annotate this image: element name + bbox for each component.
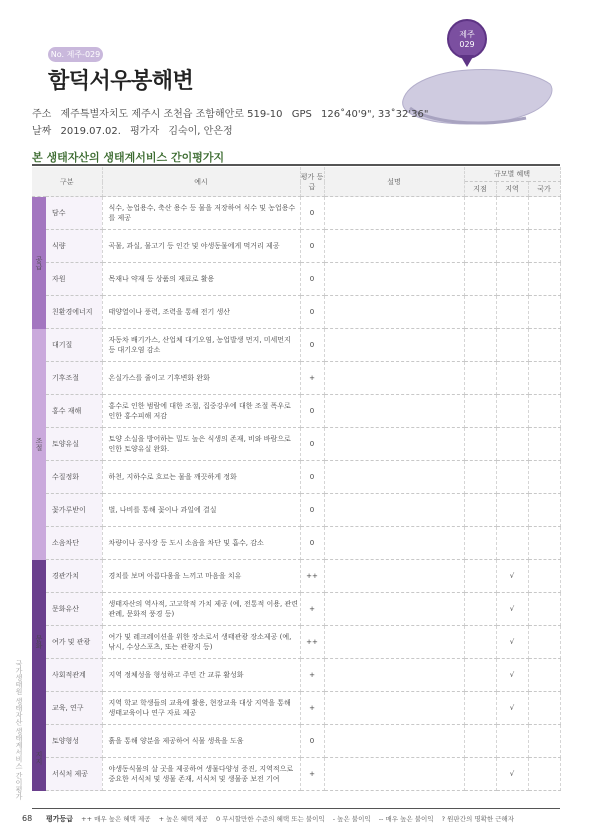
service-description — [324, 560, 464, 593]
scale-local — [464, 230, 496, 263]
grade-legend — [46, 814, 520, 824]
scale-region — [496, 362, 528, 395]
scale-nation — [528, 428, 560, 461]
service-description — [324, 230, 464, 263]
service-name: 토양유실 — [46, 428, 102, 461]
table-row — [32, 230, 560, 263]
table-row — [32, 395, 560, 428]
scale-local — [464, 725, 496, 758]
table-row — [32, 527, 560, 560]
page-number: 68 — [22, 814, 33, 823]
service-example: 식수, 농업용수, 축산 용수 등 물을 저장하여 식수 및 농업용수를 제공 — [102, 197, 300, 230]
scale-local — [464, 296, 496, 329]
service-name: 여가 및 관광 — [46, 626, 102, 659]
address-label: 주소 — [32, 109, 52, 120]
scale-local — [464, 494, 496, 527]
service-grade: + — [300, 692, 324, 725]
service-name: 홍수 재해 — [46, 395, 102, 428]
service-name: 친환경에너지 — [46, 296, 102, 329]
service-name: 수질정화 — [46, 461, 102, 494]
legend-item: -- 매우 높은 불이익 — [378, 815, 434, 823]
scale-local — [464, 428, 496, 461]
table-row — [32, 197, 560, 230]
service-example: 곡물, 과실, 물고기 등 인간 및 야생동물에게 먹거리 제공 — [102, 230, 300, 263]
table-row — [32, 428, 560, 461]
service-grade: + — [300, 758, 324, 791]
service-grade: 0 — [300, 527, 324, 560]
pin-region: 제주 — [459, 30, 475, 39]
scale-nation — [528, 362, 560, 395]
service-example: 토양 소실을 방어하는 밀도 높은 식생의 존재, 비와 바람으로 인한 토양유실 완화. — [102, 428, 300, 461]
scale-local — [464, 362, 496, 395]
service-name: 교육, 연구 — [46, 692, 102, 725]
service-example: 차량이나 공사장 등 도시 소음을 차단 및 흡수, 감소 — [102, 527, 300, 560]
table-row — [32, 296, 560, 329]
site-number-badge: No. 제주-029 — [48, 47, 103, 62]
group-label: 지지 — [32, 725, 46, 791]
scale-region — [496, 428, 528, 461]
service-name: 대기질 — [46, 329, 102, 362]
service-name: 꽃가루받이 — [46, 494, 102, 527]
table-row — [32, 659, 560, 692]
scale-region — [496, 263, 528, 296]
scale-nation — [528, 725, 560, 758]
service-example: 태양열이나 풍력, 조력을 통해 전기 생산 — [102, 296, 300, 329]
header-description: 설명 — [324, 167, 464, 197]
scale-nation — [528, 296, 560, 329]
service-description — [324, 527, 464, 560]
service-grade: 0 — [300, 725, 324, 758]
service-grade: 0 — [300, 461, 324, 494]
group-label: 공급 — [32, 197, 46, 329]
jeju-island-map — [398, 62, 558, 132]
scale-nation — [528, 230, 560, 263]
scale-local — [464, 593, 496, 626]
pin-number: 029 — [459, 40, 475, 49]
service-name: 사회적관계 — [46, 659, 102, 692]
scale-local — [464, 758, 496, 791]
service-description — [324, 494, 464, 527]
scale-nation — [528, 626, 560, 659]
service-name: 소음차단 — [46, 527, 102, 560]
service-grade: 0 — [300, 296, 324, 329]
service-grade: 0 — [300, 428, 324, 461]
scale-region — [496, 197, 528, 230]
scale-region — [496, 395, 528, 428]
service-example: 흙을 통해 양분을 제공하여 식물 생육을 도움 — [102, 725, 300, 758]
service-example: 생태자산의 역사적, 고고학적 가치 제공 (예, 전통적 이용, 관련 관례, 문화적 풍경 등) — [102, 593, 300, 626]
legend-item: + 높은 혜택 제공 — [158, 815, 208, 823]
evaluator-label: 평가자 — [130, 126, 160, 137]
service-description — [324, 758, 464, 791]
scale-nation — [528, 692, 560, 725]
group-label: 문화 — [32, 560, 46, 725]
service-description — [324, 329, 464, 362]
section-divider — [32, 164, 560, 166]
service-description — [324, 593, 464, 626]
service-grade: 0 — [300, 197, 324, 230]
service-description — [324, 725, 464, 758]
header-category: 구분 — [32, 167, 102, 197]
scale-region — [496, 494, 528, 527]
scale-region: √ — [496, 560, 528, 593]
scale-nation — [528, 263, 560, 296]
footer-divider — [32, 808, 560, 809]
service-example: 자동차 배기가스, 산업체 대기오염, 농업발생 먼지, 미세먼지 등 대기오염 감소 — [102, 329, 300, 362]
scale-region: √ — [496, 593, 528, 626]
service-grade: + — [300, 659, 324, 692]
scale-region: √ — [496, 659, 528, 692]
table-row — [32, 329, 560, 362]
evaluator-value: 김숙이, 안은정 — [168, 126, 233, 137]
service-grade: + — [300, 362, 324, 395]
section-title: 본 생태자산의 생태계서비스 간이평가지 — [32, 151, 225, 164]
header-example: 예시 — [102, 167, 300, 197]
service-example: 하천, 지하수로 흐르는 물을 깨끗하게 정화 — [102, 461, 300, 494]
service-name: 경관가치 — [46, 560, 102, 593]
date-line — [32, 122, 239, 137]
table-row — [32, 263, 560, 296]
side-running-title: 국가생태원 생태자산 생태계서비스 간이평가 — [15, 660, 23, 800]
table-row — [32, 560, 560, 593]
scale-region: √ — [496, 758, 528, 791]
scale-region — [496, 329, 528, 362]
service-description — [324, 626, 464, 659]
gps-value: 126˚40'9", 33˚32'36" — [321, 109, 429, 120]
table-row — [32, 362, 560, 395]
service-description — [324, 197, 464, 230]
scale-nation — [528, 197, 560, 230]
address-value: 제주특별자치도 제주시 조천읍 조함해안로 519-10 — [60, 109, 283, 120]
table-row — [32, 758, 560, 791]
service-grade: 0 — [300, 263, 324, 296]
scale-local — [464, 560, 496, 593]
service-description — [324, 428, 464, 461]
service-example: 지역 정체성을 형성하고 주민 간 교류 활성화 — [102, 659, 300, 692]
scale-local — [464, 626, 496, 659]
scale-local — [464, 527, 496, 560]
scale-nation — [528, 494, 560, 527]
legend-item: ? 원판간의 명확한 근해자 — [441, 815, 515, 823]
address-line — [32, 105, 434, 120]
service-example: 온실가스를 줄이고 기후변화 완화 — [102, 362, 300, 395]
service-grade: ++ — [300, 560, 324, 593]
scale-local — [464, 329, 496, 362]
service-example: 경치를 보며 아름다움을 느끼고 마음을 치유 — [102, 560, 300, 593]
service-example: 지역 학교 학생들의 교육에 활용, 현장교육 대상 지역을 통해 생태교육이나 연구 자료 제공 — [102, 692, 300, 725]
scale-region — [496, 725, 528, 758]
header-grade: 평가 등급 — [300, 167, 324, 197]
table-row — [32, 626, 560, 659]
scale-nation — [528, 659, 560, 692]
scale-region — [496, 527, 528, 560]
evaluation-table — [32, 167, 561, 791]
header-region: 지역 — [496, 182, 528, 197]
scale-local — [464, 263, 496, 296]
table-row — [32, 725, 560, 758]
scale-nation — [528, 329, 560, 362]
scale-nation — [528, 758, 560, 791]
service-description — [324, 362, 464, 395]
service-example: 홍수로 인한 범람에 대한 조절, 집중강우에 대한 조절 폭우로 인한 홍수피해 저감 — [102, 395, 300, 428]
header-local: 지점 — [464, 182, 496, 197]
gps-label: GPS — [291, 109, 312, 120]
service-example: 벌, 나비를 통해 꽃이나 과일에 결실 — [102, 494, 300, 527]
group-label: 조절 — [32, 329, 46, 560]
legend-label: 평가등급 — [46, 815, 74, 823]
header-nation: 국가 — [528, 182, 560, 197]
scale-nation — [528, 395, 560, 428]
service-description — [324, 296, 464, 329]
service-example: 여가 및 레크레이션을 위한 장소로서 생태관광 장소제공 (예, 낚시, 수상스포츠, 또는 관광지 등) — [102, 626, 300, 659]
table-body — [32, 197, 560, 791]
service-name: 토양형성 — [46, 725, 102, 758]
scale-region — [496, 461, 528, 494]
scale-local — [464, 692, 496, 725]
table-row — [32, 461, 560, 494]
table-row — [32, 593, 560, 626]
legend-item: 0 무시할만한 수준의 혜택 또는 불이익 — [216, 815, 325, 823]
scale-nation — [528, 593, 560, 626]
service-description — [324, 659, 464, 692]
scale-local — [464, 395, 496, 428]
table-row — [32, 692, 560, 725]
service-grade: 0 — [300, 230, 324, 263]
page-title: 함덕서우봉해변 — [48, 69, 194, 94]
scale-region — [496, 296, 528, 329]
legend-item: ++ 매우 높은 혜택 제공 — [81, 815, 151, 823]
header-scale: 규모별 혜택 — [464, 167, 560, 182]
date-label: 날짜 — [32, 126, 52, 137]
service-name: 식량 — [46, 230, 102, 263]
service-grade: ++ — [300, 626, 324, 659]
service-name: 담수 — [46, 197, 102, 230]
service-description — [324, 692, 464, 725]
legend-item: - 높은 불이익 — [332, 815, 371, 823]
pin-tip — [460, 55, 474, 67]
scale-local — [464, 659, 496, 692]
scale-nation — [528, 560, 560, 593]
service-description — [324, 395, 464, 428]
scale-region: √ — [496, 692, 528, 725]
service-grade: 0 — [300, 494, 324, 527]
service-name: 문화유산 — [46, 593, 102, 626]
scale-region — [496, 230, 528, 263]
service-name: 서식처 제공 — [46, 758, 102, 791]
location-pin-icon — [447, 19, 487, 59]
scale-region: √ — [496, 626, 528, 659]
service-name: 기후조절 — [46, 362, 102, 395]
service-example: 목재나 약재 등 상품의 재료로 활용 — [102, 263, 300, 296]
date-value: 2019.07.02. — [60, 126, 121, 137]
service-grade: 0 — [300, 329, 324, 362]
service-name: 자원 — [46, 263, 102, 296]
scale-local — [464, 197, 496, 230]
scale-nation — [528, 527, 560, 560]
service-description — [324, 263, 464, 296]
scale-local — [464, 461, 496, 494]
service-grade: + — [300, 593, 324, 626]
service-grade: 0 — [300, 395, 324, 428]
scale-nation — [528, 461, 560, 494]
service-description — [324, 461, 464, 494]
table-row — [32, 494, 560, 527]
service-example: 야생동식물의 살 곳을 제공하여 생물다양성 증진, 지역적으로 중요한 서식처 및 생물 존재, 서식처 및 생물종 보전 기여 — [102, 758, 300, 791]
